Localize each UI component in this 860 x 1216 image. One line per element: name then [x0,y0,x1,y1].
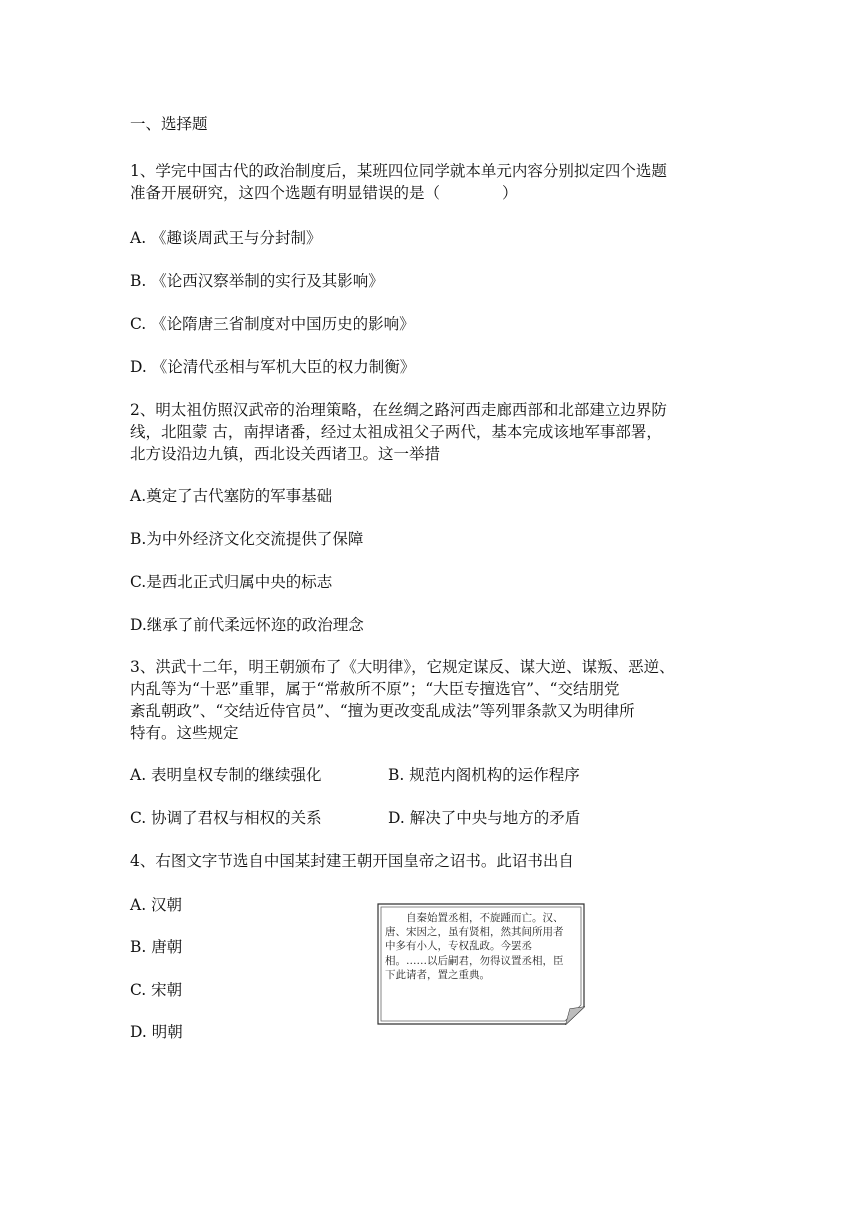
q1-option-c: C. 《论隋唐三省制度对中国历史的影响》 [130,315,415,333]
q1-option-d: D. 《论清代丞相与军机大臣的权力制衡》 [130,358,416,376]
q1-option-a: A. 《趣谈周武王与分封制》 [130,229,322,247]
q1-stem-line-1: 1、学完中国古代的政治制度后，某班四位同学就本单元内容分别拟定四个选题 [130,162,667,180]
q1-stem-line-2: 准备开展研究，这四个选题有明显错误的是（ ） [130,184,518,202]
q4-option-d: D. 明朝 [130,1023,183,1041]
q3-stem-line-2: 内乱等为“十恶”重罪，属于“常赦所不原”；“大臣专擅选官”、“交结朋党 [130,680,620,698]
q4-option-b: B. 唐朝 [130,938,183,956]
q3-stem-line-3: 紊乱朝政”、“交结近侍官员”、“擅为更改变乱成法”等列罪条款又为明律所 [130,702,635,720]
q2-stem-line-2: 线，北阻蒙 古，南捍诸番，经过太祖成祖父子两代，基本完成该地军事部署， [130,423,662,441]
q3-option-d: D. 解决了中央与地方的矛盾 [388,809,581,827]
section-title: 一、选择题 [130,115,208,133]
q2-stem-line-1: 2、明太祖仿照汉武帝的治理策略，在丝绸之路河西走廊西部和北部建立边界防 [130,401,667,419]
q3-option-b: B. 规范内阁机构的运作程序 [388,766,580,784]
q3-option-c: C. 协调了君权与相权的关系 [130,809,322,827]
edict-figure [377,903,585,1025]
q3-stem-line-1: 3、洪武十二年，明王朝颁布了《大明律》，它规定谋反、谋大逆、谋叛、恶逆、 [130,658,675,676]
q2-option-c: C.是西北正式归属中央的标志 [130,573,333,591]
q2-option-d: D.继承了前代柔远怀迩的政治理念 [130,616,364,634]
q4-option-a: A. 汉朝 [130,896,183,914]
q4-stem: 4、右图文字节选自中国某封建王朝开国皇帝之诏书。此诏书出自 [130,852,574,870]
q3-stem-line-4: 特有。这些规定 [130,724,239,742]
q3-option-a: A. 表明皇权专制的继续强化 [130,766,322,784]
q4-option-c: C. 宋朝 [130,981,183,999]
q2-option-b: B.为中外经济文化交流提供了保障 [130,530,364,548]
q2-option-a: A.奠定了古代塞防的军事基础 [130,487,333,505]
q2-stem-line-3: 北方设沿边九镇，西北设关西诸卫。这一举措 [130,445,441,463]
q1-option-b: B. 《论西汉察举制的实行及其影响》 [130,272,384,290]
edict-text: 自秦始置丞相，不旋踵而亡。汉、唐、宋因之，虽有贤相，然其间所用者中多有小人，专权乱政。今罢丞相。……以后嗣君，勿得议置丞相，臣下此请者，置之重典。 [385,912,564,981]
